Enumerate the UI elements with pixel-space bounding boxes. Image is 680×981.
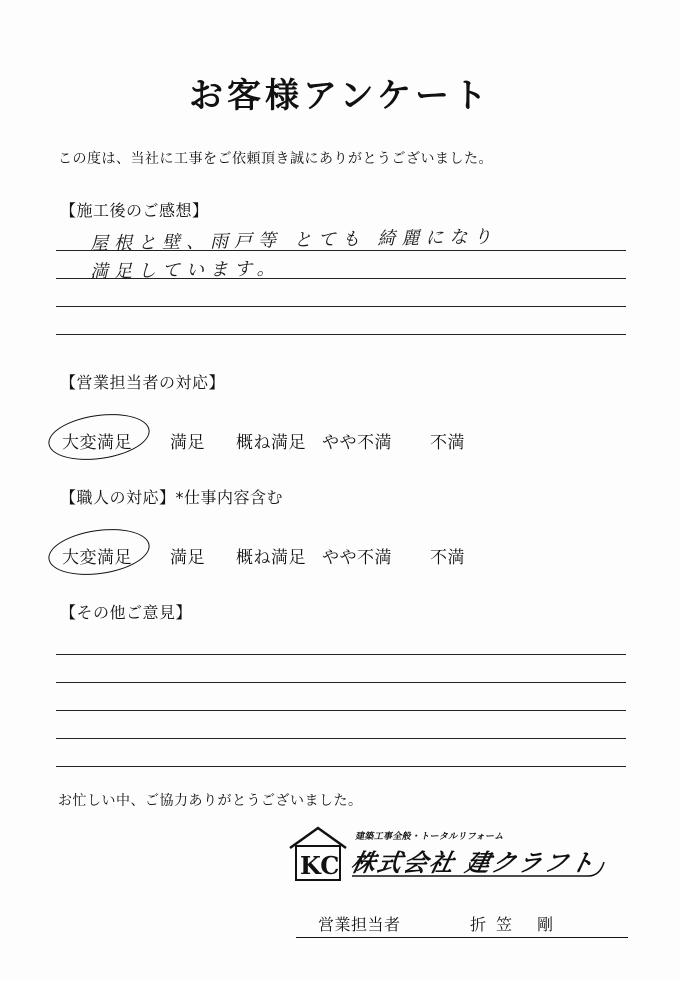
craftsman-option-satisfied[interactable]: 満足 (170, 548, 205, 568)
closing-text: お忙しい中、ご協力ありがとうございました。 (58, 793, 363, 809)
page-title: お客様アンケート (189, 76, 491, 116)
staff-label: 営業担当者 (318, 915, 401, 934)
answer-rule (56, 306, 626, 307)
staff-name: 折笠 剛 (470, 915, 564, 934)
comment-rule (56, 738, 626, 739)
impressions-handwritten-line-2: 満足しています。 (89, 258, 281, 283)
selected-circle-mark (45, 523, 152, 581)
sales-option-dissatisfied[interactable]: 不満 (430, 433, 465, 453)
craftsman-response-heading: 【職人の対応】*仕事内容含む (60, 488, 284, 507)
logo-initials: KC (300, 851, 340, 880)
impressions-handwritten-line-1: 屋根と壁、雨戸等 とても 綺麗になり (89, 226, 498, 255)
comment-rule (56, 682, 626, 683)
comment-rule (56, 710, 626, 711)
sales-option-very-satisfied[interactable]: 大変満足 (62, 428, 170, 453)
craftsman-option-somewhat-dissatisfied[interactable]: やや不満 (322, 548, 392, 568)
answer-rule (56, 278, 626, 279)
craftsman-option-mostly-satisfied[interactable]: 概ね満足 (236, 548, 306, 568)
company-name: 株式会社 建クラフト (348, 849, 599, 877)
impressions-heading: 【施工後のご感想】 (60, 201, 209, 220)
answer-rule (56, 250, 626, 251)
craftsman-option-very-satisfied[interactable]: 大変満足 (62, 543, 170, 568)
sales-option-somewhat-dissatisfied[interactable]: やや不満 (322, 433, 392, 453)
sales-response-heading: 【営業担当者の対応】 (60, 373, 226, 392)
company-tagline: 建築工事全般・トータルリフォーム (354, 832, 506, 842)
intro-text: この度は、当社に工事をご依頼頂き誠にありがとうございました。 (58, 151, 493, 167)
craftsman-response-options (62, 543, 490, 568)
staff-underline (296, 937, 628, 938)
sales-response-options (62, 428, 490, 453)
comment-rule (56, 766, 626, 767)
answer-rule (56, 334, 626, 335)
sales-option-mostly-satisfied[interactable]: 概ね満足 (236, 433, 306, 453)
sales-option-satisfied[interactable]: 満足 (170, 433, 205, 453)
other-comments-heading: 【その他ご意見】 (60, 603, 193, 622)
craftsman-option-dissatisfied[interactable]: 不満 (430, 548, 465, 568)
selected-circle-mark (45, 408, 152, 466)
comment-rule (56, 654, 626, 655)
